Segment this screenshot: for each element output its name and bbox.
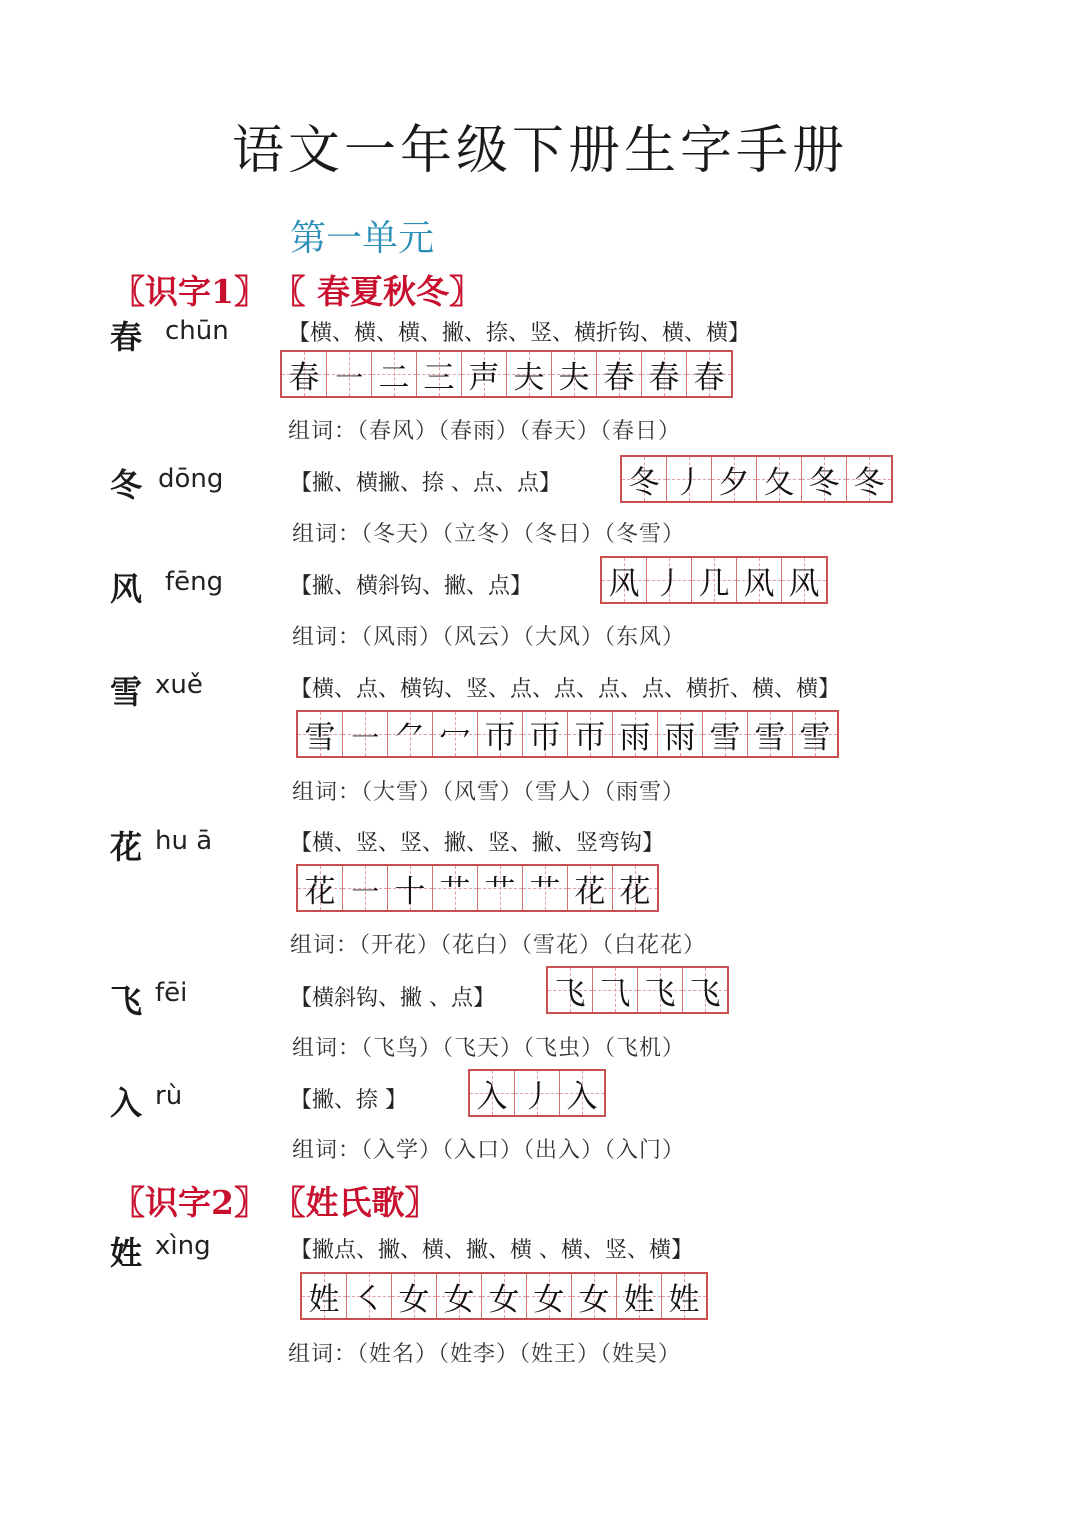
- stroke-cell: [527, 1274, 572, 1318]
- stroke-cell-glyph: 二: [378, 359, 410, 396]
- lesson-label: 〖识字1〗: [112, 272, 267, 311]
- character: 入: [110, 1084, 143, 1122]
- stroke-cell-glyph: 花: [574, 873, 606, 910]
- stroke-cell: [523, 712, 568, 756]
- stroke-cell-glyph: 入: [476, 1078, 508, 1115]
- stroke-cell: [568, 866, 613, 910]
- stroke-cell: [417, 352, 462, 396]
- stroke-cell-glyph: 春: [648, 359, 680, 396]
- stroke-order: 【撇、横撇、捺 、点、点】: [290, 471, 561, 496]
- stroke-cell-glyph: 丿: [521, 1078, 553, 1115]
- stroke-cell-glyph: ㇐: [349, 873, 381, 910]
- pinyin: rù: [155, 1081, 183, 1111]
- lesson-title: 〖姓氏歌〗: [288, 1183, 438, 1222]
- stroke-grid: [296, 710, 839, 758]
- stroke-cell: [482, 1274, 527, 1318]
- stroke-cell-glyph: 夫: [558, 359, 590, 396]
- word-list: 组词：（开花）（花白）（雪花）（白花花）: [290, 933, 707, 958]
- word-list: 组词：（冬天）（立冬）（冬日）（冬雪）: [292, 522, 686, 547]
- stroke-cell: [667, 457, 712, 501]
- stroke-grid: [600, 556, 828, 604]
- stroke-cell: [437, 1274, 482, 1318]
- stroke-cell-glyph: 女: [533, 1281, 565, 1318]
- stroke-cell: [572, 1274, 617, 1318]
- word-list: 组词：（入学）（入口）（出入）（入门）: [292, 1138, 686, 1163]
- stroke-cell-glyph: 飞: [689, 975, 721, 1012]
- stroke-cell: [478, 712, 523, 756]
- stroke-order: 【横、竖、竖、撇、竖、撇、竖弯钩】: [290, 831, 665, 856]
- stroke-cell-glyph: 艹: [484, 873, 516, 910]
- stroke-order: 【横斜钩、撇 、点】: [290, 986, 495, 1011]
- character: 风: [110, 570, 143, 608]
- stroke-cell: [793, 712, 837, 756]
- lesson-title: 〖 春夏秋冬〗: [288, 272, 482, 311]
- stroke-cell-glyph: 姓: [308, 1281, 340, 1318]
- stroke-cell: [507, 352, 552, 396]
- stroke-cell-glyph: 雨: [664, 719, 696, 756]
- stroke-cell-glyph: 冬: [853, 464, 885, 501]
- pinyin: xìng: [155, 1231, 211, 1261]
- stroke-cell-glyph: 雪: [799, 719, 831, 756]
- stroke-cell-glyph: 雪: [304, 719, 336, 756]
- stroke-cell-glyph: 夂: [763, 464, 795, 501]
- stroke-grid: [546, 966, 729, 1014]
- stroke-cell-glyph: 帀: [529, 719, 561, 756]
- stroke-cell: [548, 968, 593, 1012]
- stroke-cell-glyph: 夫: [513, 359, 545, 396]
- stroke-cell-glyph: 冬: [628, 464, 660, 501]
- stroke-cell-glyph: 花: [619, 873, 651, 910]
- stroke-cell-glyph: 雪: [709, 719, 741, 756]
- stroke-cell: [617, 1274, 662, 1318]
- stroke-grid: [468, 1069, 606, 1117]
- stroke-order: 【撇点、撇、横、撇、横 、横、竖、横】: [290, 1238, 693, 1263]
- page-title: 语文一年级下册生字手册: [231, 121, 848, 181]
- stroke-cell: [658, 712, 703, 756]
- stroke-cell-glyph: 风: [788, 565, 820, 602]
- stroke-order: 【横、点、横钩、竖、点、点、点、点、横折、横、横】: [290, 677, 841, 702]
- stroke-cell-glyph: 雨: [619, 719, 651, 756]
- pinyin: chūn: [165, 316, 229, 346]
- stroke-cell-glyph: 冬: [808, 464, 840, 501]
- stroke-cell-glyph: 丿: [673, 464, 705, 501]
- stroke-cell: [388, 866, 433, 910]
- stroke-cell-glyph: 春: [288, 359, 320, 396]
- stroke-cell-glyph: 艹: [529, 873, 561, 910]
- stroke-cell: [748, 712, 793, 756]
- stroke-order: 【撇、捺 】: [290, 1088, 407, 1113]
- stroke-cell: [302, 1274, 347, 1318]
- character: 春: [110, 318, 143, 356]
- stroke-grid: [620, 455, 893, 503]
- word-list: 组词：（飞鸟）（飞天）（飞虫）（飞机）: [292, 1036, 686, 1061]
- stroke-cell-glyph: 春: [603, 359, 635, 396]
- stroke-cell: [552, 352, 597, 396]
- stroke-cell: [470, 1071, 515, 1115]
- stroke-cell: [593, 968, 638, 1012]
- word-list: 组词：（春风）（春雨）（春天）（春日）: [288, 419, 682, 444]
- stroke-cell-glyph: ⺈: [394, 719, 426, 756]
- stroke-cell: [392, 1274, 437, 1318]
- stroke-cell-glyph: 飞: [644, 975, 676, 1012]
- stroke-cell: [343, 712, 388, 756]
- character: 姓: [110, 1234, 143, 1272]
- stroke-order: 【撇、横斜钩、撇、点】: [290, 574, 533, 599]
- stroke-cell: [802, 457, 847, 501]
- lesson-label: 〖识字2〗: [112, 1183, 267, 1222]
- pinyin: xuě: [155, 670, 203, 700]
- stroke-cell: [703, 712, 748, 756]
- word-list: 组词：（大雪）（风雪）（雪人）（雨雪）: [292, 780, 686, 805]
- stroke-cell: [298, 712, 343, 756]
- stroke-cell: [692, 558, 737, 602]
- stroke-cell: [478, 866, 523, 910]
- stroke-cell: [602, 558, 647, 602]
- stroke-cell: [298, 866, 343, 910]
- stroke-cell: [622, 457, 667, 501]
- stroke-cell-glyph: 冖: [439, 719, 471, 756]
- stroke-cell: [642, 352, 687, 396]
- stroke-cell: [647, 558, 692, 602]
- stroke-cell-glyph: 几: [698, 565, 730, 602]
- pinyin: fēng: [165, 567, 224, 597]
- stroke-cell-glyph: ㇐: [333, 359, 365, 396]
- stroke-cell-glyph: 帀: [484, 719, 516, 756]
- character: 飞: [110, 982, 143, 1020]
- stroke-cell: [638, 968, 683, 1012]
- stroke-cell-glyph: 十: [394, 873, 426, 910]
- lesson-heading: [112, 266, 482, 313]
- character: 冬: [110, 466, 143, 504]
- stroke-cell: [388, 712, 433, 756]
- stroke-cell: [568, 712, 613, 756]
- stroke-cell-glyph: 艹: [439, 873, 471, 910]
- stroke-cell-glyph: 姓: [668, 1281, 700, 1318]
- stroke-cell: [782, 558, 826, 602]
- character: 花: [110, 828, 143, 866]
- stroke-cell: [597, 352, 642, 396]
- stroke-cell: [327, 352, 372, 396]
- stroke-cell: [683, 968, 727, 1012]
- stroke-cell: [712, 457, 757, 501]
- stroke-cell-glyph: 女: [443, 1281, 475, 1318]
- stroke-cell: [347, 1274, 392, 1318]
- stroke-cell-glyph: 女: [488, 1281, 520, 1318]
- stroke-grid: [300, 1272, 708, 1320]
- lesson-heading: [112, 1177, 437, 1224]
- word-list: 组词：（风雨）（风云）（大风）（东风）: [292, 625, 686, 650]
- unit-heading: 第一单元: [290, 218, 435, 259]
- stroke-cell: [515, 1071, 560, 1115]
- pinyin: hu ā: [155, 826, 213, 856]
- stroke-cell: [372, 352, 417, 396]
- stroke-cell-glyph: 三: [423, 359, 455, 396]
- word-list: 组词：（姓名）（姓李）（姓王）（姓吴）: [288, 1342, 682, 1367]
- pinyin: dōng: [158, 464, 224, 494]
- stroke-cell-glyph: 声: [468, 359, 500, 396]
- stroke-cell-glyph: 春: [693, 359, 725, 396]
- stroke-cell-glyph: 雪: [754, 719, 786, 756]
- pinyin: fēi: [155, 978, 188, 1008]
- stroke-cell: [433, 866, 478, 910]
- stroke-order: 【横、横、横、撇、捺、竖、横折钩、横、横】: [288, 321, 751, 346]
- stroke-cell: [523, 866, 568, 910]
- stroke-cell-glyph: ㇛: [353, 1281, 385, 1318]
- stroke-cell-glyph: 花: [304, 873, 336, 910]
- stroke-cell-glyph: 女: [398, 1281, 430, 1318]
- stroke-cell: [687, 352, 731, 396]
- stroke-cell-glyph: 夕: [718, 464, 750, 501]
- stroke-cell-glyph: 丿: [653, 565, 685, 602]
- stroke-cell: [282, 352, 327, 396]
- stroke-cell-glyph: 入: [566, 1078, 598, 1115]
- stroke-cell: [560, 1071, 604, 1115]
- stroke-grid: [280, 350, 733, 398]
- stroke-cell-glyph: ⺄: [599, 975, 631, 1012]
- character: 雪: [110, 673, 143, 711]
- stroke-cell-glyph: 女: [578, 1281, 610, 1318]
- stroke-cell: [343, 866, 388, 910]
- stroke-cell-glyph: ㇐: [349, 719, 381, 756]
- stroke-cell: [847, 457, 891, 501]
- stroke-cell-glyph: 风: [743, 565, 775, 602]
- stroke-cell: [757, 457, 802, 501]
- stroke-cell-glyph: 飞: [554, 975, 586, 1012]
- stroke-cell-glyph: 风: [608, 565, 640, 602]
- stroke-cell: [737, 558, 782, 602]
- stroke-cell: [662, 1274, 706, 1318]
- stroke-cell: [433, 712, 478, 756]
- stroke-cell-glyph: 姓: [623, 1281, 655, 1318]
- stroke-grid: [296, 864, 659, 912]
- stroke-cell-glyph: 帀: [574, 719, 606, 756]
- stroke-cell: [613, 712, 658, 756]
- stroke-cell: [462, 352, 507, 396]
- stroke-cell: [613, 866, 657, 910]
